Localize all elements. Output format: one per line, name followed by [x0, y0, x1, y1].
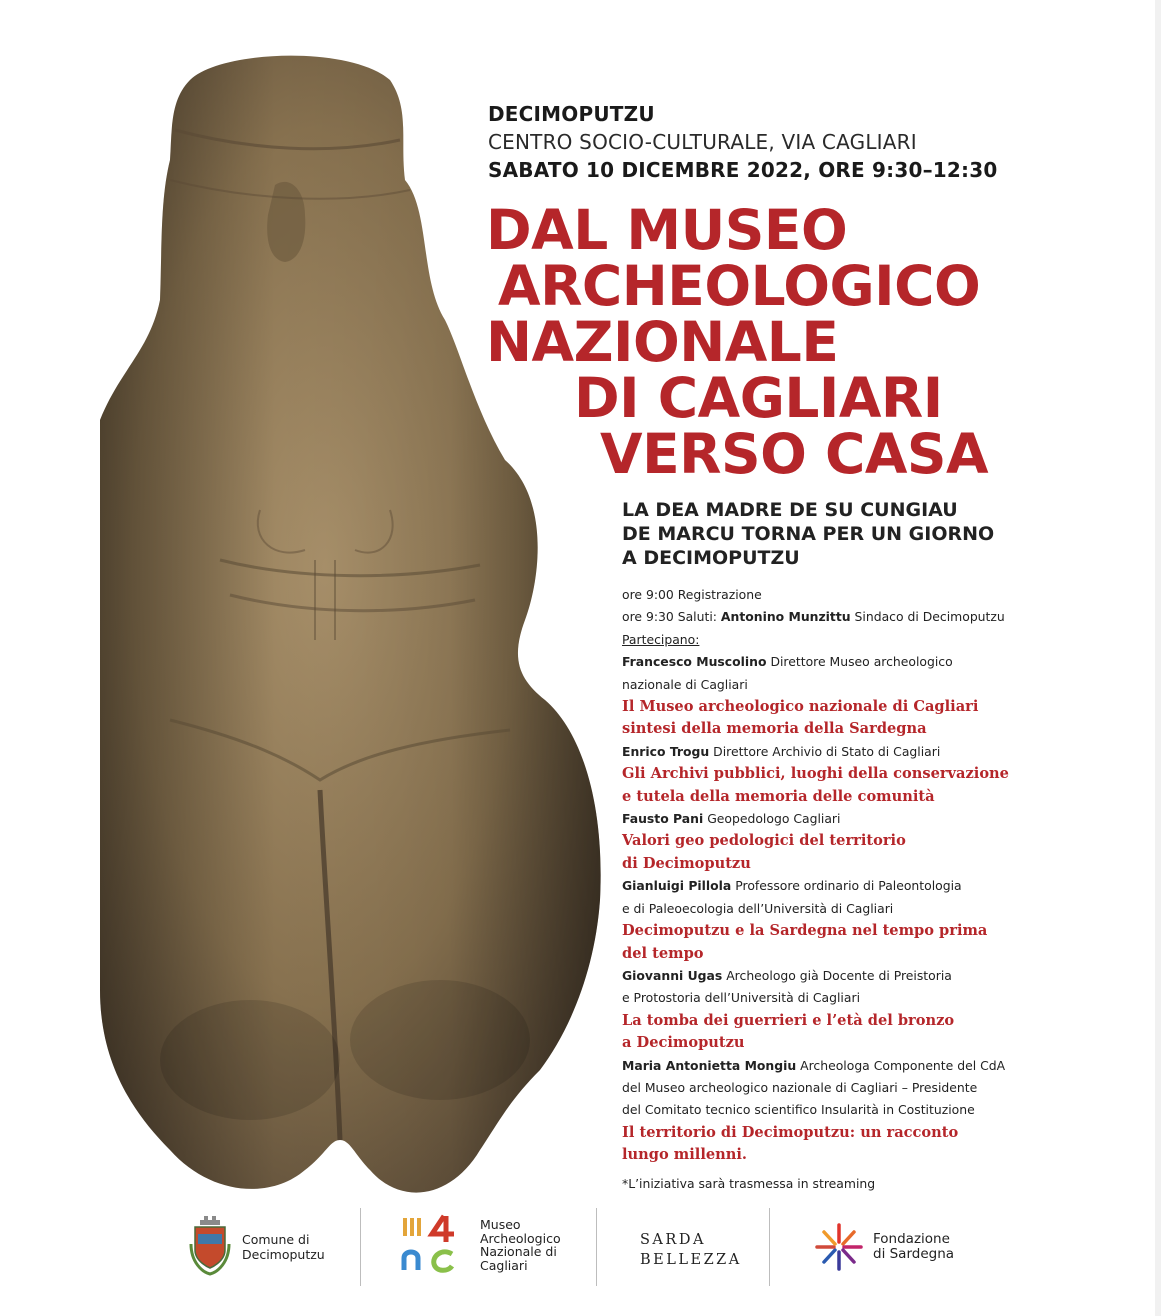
title-line: DI CAGLIARI	[574, 366, 943, 430]
talk-title: del tempo	[622, 944, 704, 962]
greet-role: Sindaco di Decimoputzu	[854, 609, 1005, 625]
event-place: DECIMOPUTZU	[488, 102, 655, 126]
event-venue: CENTRO SOCIO-CULTURALE, VIA CAGLIARI	[488, 130, 917, 154]
speaker-block	[622, 651, 1002, 741]
speaker-role: Geopedologo Cagliari	[707, 811, 841, 827]
fondazione-label	[873, 1232, 954, 1262]
greet-prefix: ore 9:30 Saluti:	[622, 609, 717, 625]
speaker-name: Giovanni Ugas	[622, 967, 723, 983]
footer-divider	[769, 1208, 770, 1286]
subtitle-line: DE MARCU TORNA PER UN GIORNO	[622, 523, 995, 545]
title-line: VERSO CASA	[600, 422, 989, 486]
program-registration: ore 9:00 Registrazione	[622, 587, 762, 602]
fondazione-label-line: Fondazione	[873, 1231, 950, 1247]
talk-title: e tutela della memoria delle comunità	[622, 787, 935, 805]
talk-title: di Decimoputzu	[622, 854, 751, 872]
speaker-block	[622, 875, 1002, 965]
program-greetings	[622, 606, 1005, 628]
speaker-name: Francesco Muscolino	[622, 654, 767, 670]
speaker-role: Archeologa Componente del CdA	[800, 1057, 1006, 1073]
event-header	[488, 100, 997, 184]
sponsor-footer	[0, 1200, 1161, 1290]
comune-label	[242, 1232, 325, 1262]
talk-title: La tomba dei guerrieri e l’età del bronzo	[622, 1011, 955, 1029]
footer-divider	[360, 1208, 361, 1286]
speaker-role: Direttore Museo archeologico	[770, 654, 953, 670]
event-program	[622, 584, 1009, 1167]
speaker-role: del Museo archeologico nazionale di Cagliari – Presidente	[622, 1079, 978, 1095]
event-datetime: SABATO 10 DICEMBRE 2022, ORE 9:30–12:30	[488, 158, 998, 182]
sarda-bellezza-logo	[640, 1230, 742, 1270]
talk-title: Il Museo archeologico nazionale di Cagliari	[622, 698, 979, 716]
talk-title: Gli Archivi pubblici, luoghi della conservazione	[622, 765, 1009, 783]
greet-name: Antonino Munzittu	[720, 609, 851, 625]
fondazione-logo-icon	[814, 1222, 864, 1272]
speaker-role: Direttore Archivio di Stato di Cagliari	[713, 743, 941, 759]
museo-label-line: Museo	[480, 1217, 521, 1232]
talk-title: lungo millenni.	[622, 1146, 747, 1164]
page-edge	[1155, 0, 1161, 1316]
speaker-name: Gianluigi Pillola	[622, 878, 732, 894]
museo-label-line: Cagliari	[480, 1257, 528, 1273]
talk-title: Decimoputzu e la Sardegna nel tempo prima	[622, 922, 988, 940]
sarda-line: BELLEZZA	[640, 1252, 742, 1268]
speaker-block	[622, 808, 1002, 875]
speaker-role: del Comitato tecnico scientifico Insularità in Costituzione	[622, 1102, 975, 1118]
comune-label-line: Decimoputzu	[242, 1247, 325, 1262]
talk-title: sintesi della memoria della Sardegna	[622, 720, 927, 738]
speaker-block	[622, 965, 1002, 1055]
talk-title: Il territorio di Decimoputzu: un racconto	[622, 1123, 959, 1141]
speaker-name: Enrico Trogu	[622, 743, 710, 759]
speaker-block	[622, 1055, 1006, 1167]
speaker-role: e Protostoria dell’Università di Cagliari	[622, 990, 861, 1006]
subtitle-line: A DECIMOPUTZU	[622, 547, 800, 569]
speaker-role: nazionale di Cagliari	[622, 676, 748, 692]
event-subtitle	[622, 498, 994, 570]
speaker-name: Maria Antonietta Mongiu	[622, 1057, 797, 1073]
talk-title: a Decimoputzu	[622, 1034, 745, 1052]
title-line: NAZIONALE	[486, 310, 839, 374]
speaker-name: Fausto Pani	[622, 811, 704, 827]
comune-crest-icon	[188, 1214, 232, 1276]
streaming-note: *L’iniziativa sarà trasmessa in streaming	[622, 1176, 876, 1191]
title-line: DAL MUSEO	[486, 198, 848, 262]
museo-label	[480, 1218, 561, 1272]
title-line: ARCHEOLOGICO	[498, 254, 981, 318]
sarda-line: SARDA	[640, 1232, 706, 1248]
speaker-role: e di Paleoecologia dell’Università di Cagliari	[622, 900, 894, 916]
subtitle-line: LA DEA MADRE DE SU CUNGIAU	[622, 499, 958, 521]
talk-title: Valori geo pedologici del territorio	[622, 832, 906, 850]
footer-divider	[596, 1208, 597, 1286]
museo-logo-icon	[400, 1214, 460, 1274]
museo-label-line: Nazionale di	[480, 1244, 557, 1259]
museo-label-line: Archeologico	[480, 1230, 561, 1246]
speaker-role: Professore ordinario di Paleontologia	[735, 878, 962, 894]
speaker-block	[622, 741, 1009, 808]
speaker-role: Archeologo già Docente di Preistoria	[726, 967, 952, 983]
participants-label: Partecipano:	[622, 631, 700, 647]
fondazione-label-line: di Sardegna	[873, 1246, 955, 1262]
comune-label-line: Comune di	[242, 1232, 310, 1247]
